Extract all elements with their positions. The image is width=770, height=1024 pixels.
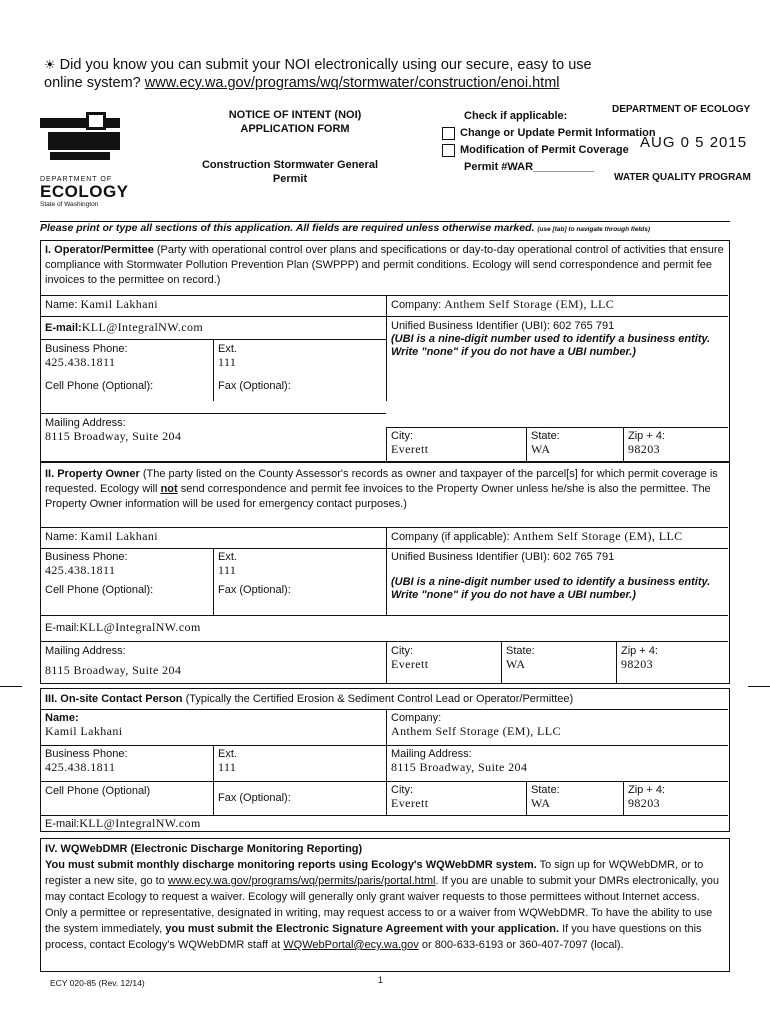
- owner-ubi-field[interactable]: Unified Business Identifier (UBI): 602 765 791 (UBI is a nine-digit number used to identify a business entity. Write "none" if you do not have a UBI number.): [386, 548, 728, 615]
- logo-state: State of Washington: [40, 201, 99, 208]
- check-applicable: [442, 108, 656, 176]
- wqwebdmr-phone: 800-633-6193 or 360-407-7097 (local).: [434, 939, 624, 951]
- owner-state-field[interactable]: State: WA: [501, 641, 616, 683]
- received-stamp-dept: DEPARTMENT OF ECOLOGY: [612, 104, 751, 115]
- onsite-ext-field[interactable]: Ext. 111: [213, 745, 386, 781]
- onsite-phone-field[interactable]: Business Phone: 425.438.1811: [41, 745, 213, 781]
- permit-name-line1: Construction Stormwater General: [201, 159, 379, 171]
- tip-text: Did you know you can submit your NOI electronically using our secure, easy to use: [59, 57, 592, 73]
- operator-mailing-field[interactable]: Mailing Address: 8115 Broadway, Suite 204: [41, 413, 386, 461]
- operator-email-field[interactable]: E-mail:KLL@IntegralNW.com: [41, 316, 386, 339]
- operator-ext-field[interactable]: Ext. 111: [213, 339, 386, 379]
- owner-company-field[interactable]: Company (if applicable): Anthem Self Storage (EM), LLC: [386, 527, 728, 548]
- wqwebdmr-text: IV. WQWebDMR (Electronic Discharge Monitoring Reporting) You must submit monthly discharge monitoring reports using Ecology's WQWebDMR system. To sign up for WQWebDMR, or to register a new site, go to www.ecy.wa.gov/programs/wq/permits/paris/portal.html. If you are unable to submit your DMRs electronically, you may contact Ecology to request a waiver. Ecology will generally only grant waiver requests to those permittees without Internet access. Only a permittee or representative, designated in writing, may request access to or a waiver from WQWebDMR. To have the ability to use the system immediately, you must submit the Electronic Signature Agreement with your application. If you have questions on this process, contact Ecology's WQWebDMR staff at WQWebPortal@ecy.wa.gov or 800-633-6193 or 360-407-7097 (local).: [41, 839, 728, 955]
- paris-portal-link[interactable]: www.ecy.wa.gov/programs/wq/permits/paris/portal.html: [167, 875, 436, 887]
- owner-ext-field[interactable]: Ext. 111: [213, 548, 386, 582]
- form-title-line1: NOTICE OF INTENT (NOI): [228, 109, 362, 121]
- owner-email-field[interactable]: E-mail:KLL@IntegralNW.com: [41, 615, 728, 641]
- logo-dept: DEPARTMENT OF: [40, 176, 113, 183]
- operator-phone-field[interactable]: Business Phone: 425.438.1811: [41, 339, 213, 379]
- owner-city-field[interactable]: City: Everett: [386, 641, 501, 683]
- onsite-name-field[interactable]: Name: Kamil Lakhani: [41, 709, 386, 745]
- lightbulb-icon: ☀: [44, 57, 56, 72]
- owner-heading: II. Property Owner (The party listed on the County Assessor's records as owner and taxpayer of the parcel[s] for which permit coverage is requested. Ecology will not send correspondence and permit fee invoices to the Property Owner unless he/she is also the permittee. The Property Owner information will be used for emergency contact purposes.): [45, 468, 718, 510]
- modification-option[interactable]: Modification of Permit Coverage: [442, 142, 656, 159]
- permit-name-line2: Permit: [272, 173, 308, 185]
- form-id: ECY 020-85 (Rev. 12/14): [50, 978, 145, 988]
- section-operator: [40, 240, 730, 462]
- owner-fax-field[interactable]: Fax (Optional):: [213, 582, 386, 615]
- change-checkbox[interactable]: [442, 127, 455, 140]
- operator-zip-field[interactable]: Zip + 4: 98203: [623, 427, 728, 461]
- owner-phone-field[interactable]: Business Phone: 425.438.1811: [41, 548, 213, 582]
- logo-name: ECOLOGY: [40, 182, 129, 201]
- operator-city-field[interactable]: City: Everett: [386, 427, 526, 461]
- margin-mark: [0, 686, 22, 687]
- onsite-heading: III. On-site Contact Person (Typically the Certified Erosion & Sediment Control Lead or Operator/Permittee): [45, 693, 574, 705]
- operator-fax-field[interactable]: Fax (Optional):: [213, 379, 386, 401]
- operator-company-field[interactable]: Company: Anthem Self Storage (EM), LLC: [386, 295, 728, 316]
- noi-tip: [44, 56, 724, 92]
- operator-cell-field[interactable]: Cell Phone (Optional):: [45, 380, 154, 392]
- change-option[interactable]: Change or Update Permit Information: [442, 125, 656, 142]
- received-stamp-program: WATER QUALITY PROGRAM: [614, 172, 751, 183]
- operator-ubi-field[interactable]: Unified Business Identifier (UBI): 602 765 791 (UBI is a nine-digit number used to identify a business entity. Write "none" if you do not have a UBI number.): [386, 316, 728, 401]
- margin-mark: [748, 686, 770, 687]
- section-property-owner: [40, 462, 730, 684]
- onsite-email-field[interactable]: E-mail:KLL@IntegralNW.com: [41, 815, 728, 831]
- onsite-state-field[interactable]: State: WA: [526, 781, 623, 815]
- owner-cell-field[interactable]: Cell Phone (Optional):: [45, 584, 154, 596]
- wqwebportal-email-link[interactable]: WQWebPortal@ecy.wa.gov: [283, 939, 419, 951]
- form-title: [215, 108, 375, 136]
- onsite-city-field[interactable]: City: Everett: [386, 781, 526, 815]
- ecology-logo-mark: [40, 110, 130, 168]
- ecology-logo: [40, 110, 150, 208]
- wqwebdmr-heading: IV. WQWebDMR (Electronic Discharge Monitoring Reporting): [45, 843, 363, 855]
- permit-name: [195, 158, 385, 186]
- operator-heading: I. Operator/Permittee (Party with operational control over plans and specifications or day-to-day operational control of activities that ensure compliance with Stormwater Pollution Prevention Plan (SWPPP) and permit conditions. Ecology will send correspondence and permit fee invoices to the permittee on record.): [45, 244, 724, 286]
- section-onsite-contact: [40, 688, 730, 832]
- permit-number-field[interactable]: Permit #WAR__________: [464, 161, 595, 173]
- form-title-line2: APPLICATION FORM: [240, 123, 350, 135]
- section-wqwebdmr: [40, 838, 730, 972]
- owner-zip-field[interactable]: Zip + 4: 98203: [616, 641, 728, 683]
- instructions: Please print or type all sections of this application. All fields are required unless otherwise marked. (use [tab] to navigate through fields): [40, 222, 651, 234]
- received-stamp-date: AUG 0 5 2015: [640, 134, 748, 151]
- operator-name-field[interactable]: Name: Kamil Lakhani: [41, 295, 386, 316]
- tip-question: online system?: [44, 75, 141, 91]
- owner-name-field[interactable]: Name: Kamil Lakhani: [41, 527, 386, 548]
- onsite-company-field[interactable]: Company: Anthem Self Storage (EM), LLC: [386, 709, 728, 745]
- operator-state-field[interactable]: State: WA: [526, 427, 623, 461]
- onsite-zip-field[interactable]: Zip + 4: 98203: [623, 781, 728, 815]
- check-label: Check if applicable:: [464, 110, 568, 122]
- page-number: 1: [378, 975, 384, 985]
- enoi-link[interactable]: www.ecy.wa.gov/programs/wq/stormwater/construction/enoi.html: [144, 75, 560, 91]
- onsite-mailing-field[interactable]: Mailing Address: 8115 Broadway, Suite 204: [386, 745, 728, 781]
- onsite-cell-field[interactable]: Cell Phone (Optional): [41, 781, 213, 815]
- owner-mailing-field[interactable]: Mailing Address: 8115 Broadway, Suite 204: [41, 641, 386, 683]
- modification-checkbox[interactable]: [442, 144, 455, 157]
- onsite-fax-field[interactable]: Fax (Optional):: [213, 781, 386, 815]
